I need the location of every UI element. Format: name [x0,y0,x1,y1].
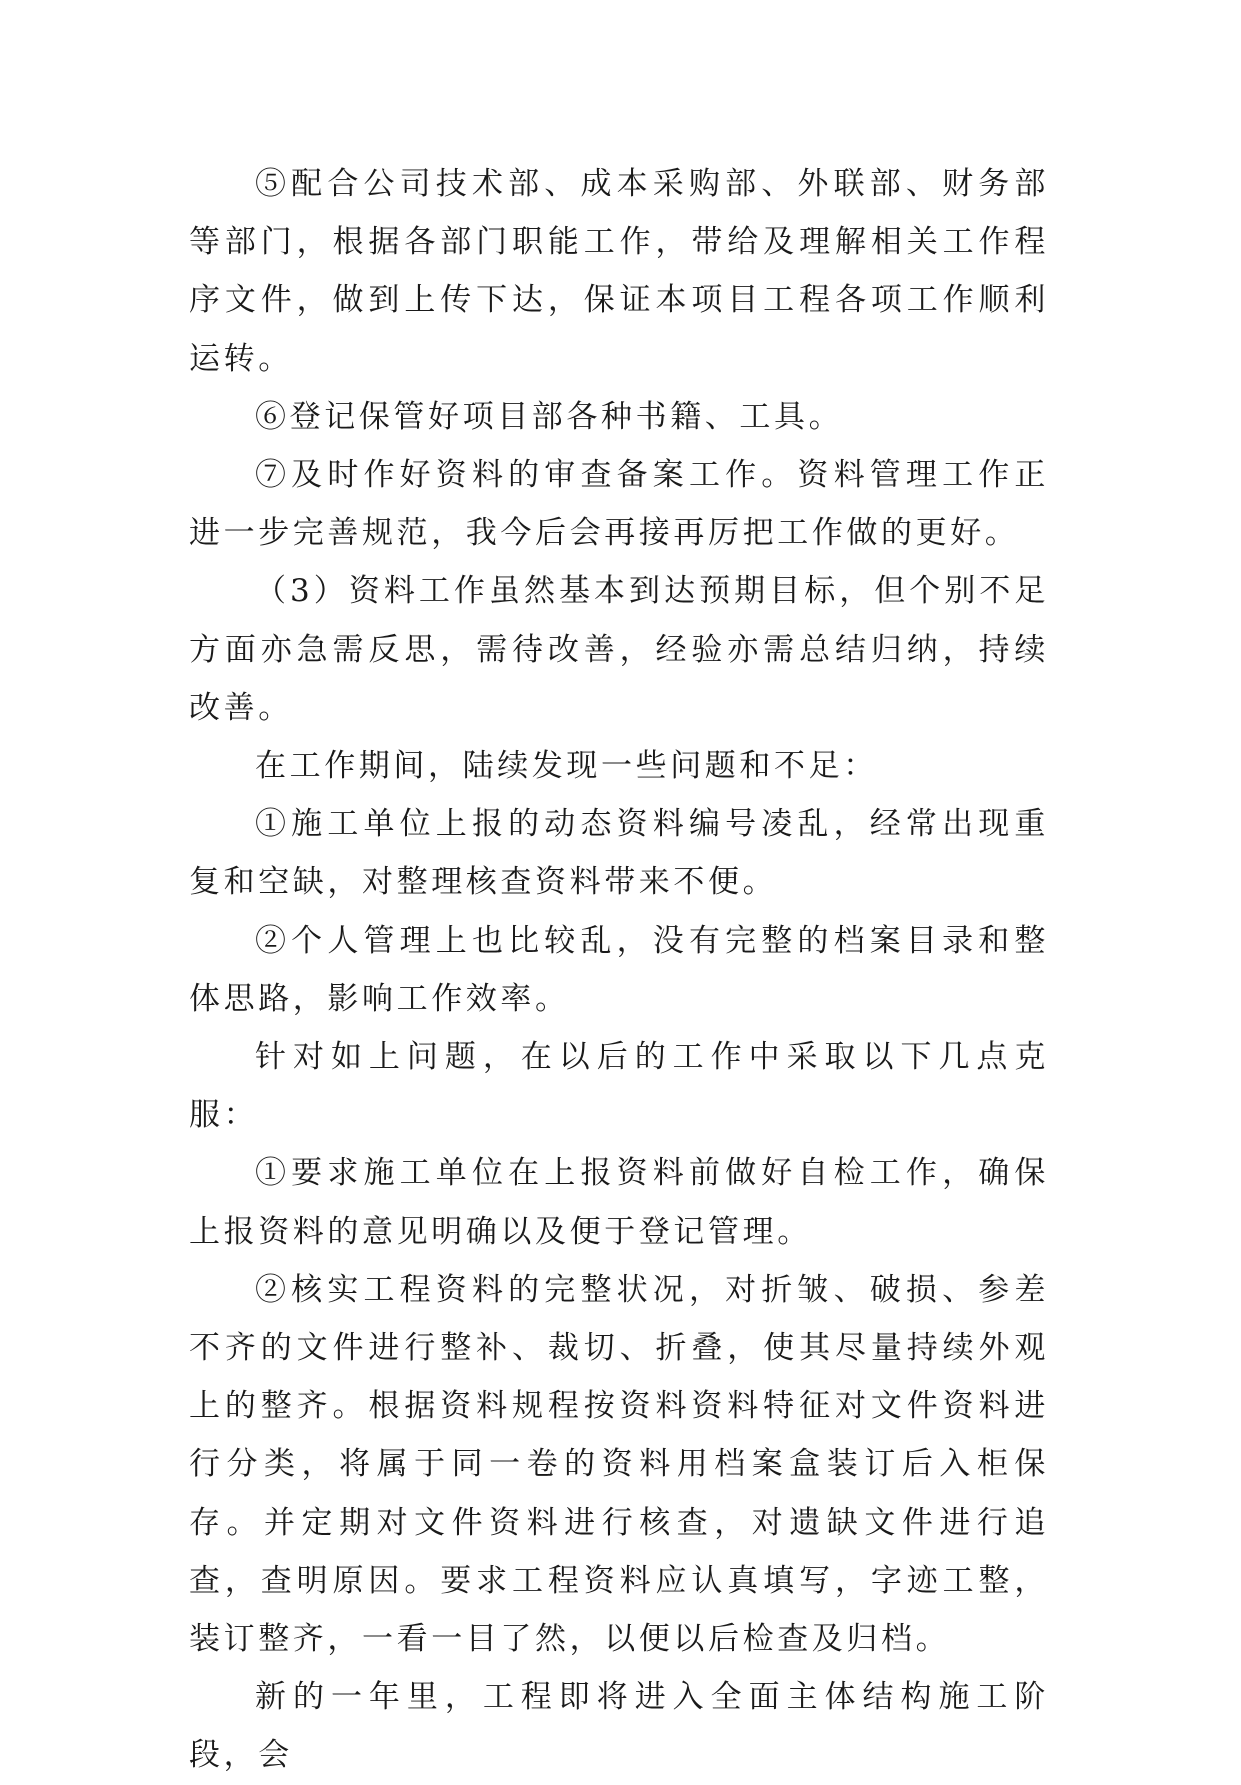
paragraph-item-5-duties: ⑤配合公司技术部、成本采购部、外联部、财务部等部门，根据各部门职能工作，带给及理解相关工作程序文件，做到上传下达，保证本项目工程各项工作顺利运转。 [189,166,1049,377]
paragraph-problem-2: ②个人管理上也比较乱，没有完整的档案目录和整体思路，影响工作效率。 [189,922,1049,1017]
paragraph-section-3: （3）资料工作虽然基本到达预期目标，但个别不足方面亦急需反思，需待改善，经验亦需总结归纳，持续改善。 [189,573,1049,726]
paragraph-problem-1: ①施工单位上报的动态资料编号凌乱，经常出现重复和空缺，对整理核查资料带来不便。 [189,806,1049,901]
paragraph-solution-1: ①要求施工单位在上报资料前做好自检工作，确保上报资料的意见明确以及便于登记管理。 [189,1155,1049,1250]
paragraph-solutions-intro: 针对如上问题，在以后的工作中采取以下几点克服： [189,1039,1049,1134]
paragraph-new-year: 新的一年里，工程即将进入全面主体结构施工阶段，会 [189,1679,1049,1774]
paragraph-item-6-duties: ⑥登记保管好项目部各种书籍、工具。 [255,398,844,435]
paragraph-problems-intro: 在工作期间，陆续发现一些问题和不足： [255,748,878,785]
document-body [189,155,1049,1785]
paragraph-item-7-duties: ⑦及时作好资料的审查备案工作。资料管理工作正进一步完善规范，我今后会再接再厉把工作做的更好。 [189,457,1049,552]
paragraph-solution-2: ②核实工程资料的完整状况，对折皱、破损、参差不齐的文件进行整补、裁切、折叠，使其尽量持续外观上的整齐。根据资料规程按资料资料特征对文件资料进行分类，将属于同一卷的资料用档案盒装订后入柜保存。并定期对文件资料进行核查，对遗缺文件进行追查，查明原因。要求工程资料应认真填写，字迹工整，装订整齐，一看一目了然，以便以后检查及归档。 [189,1271,1049,1658]
